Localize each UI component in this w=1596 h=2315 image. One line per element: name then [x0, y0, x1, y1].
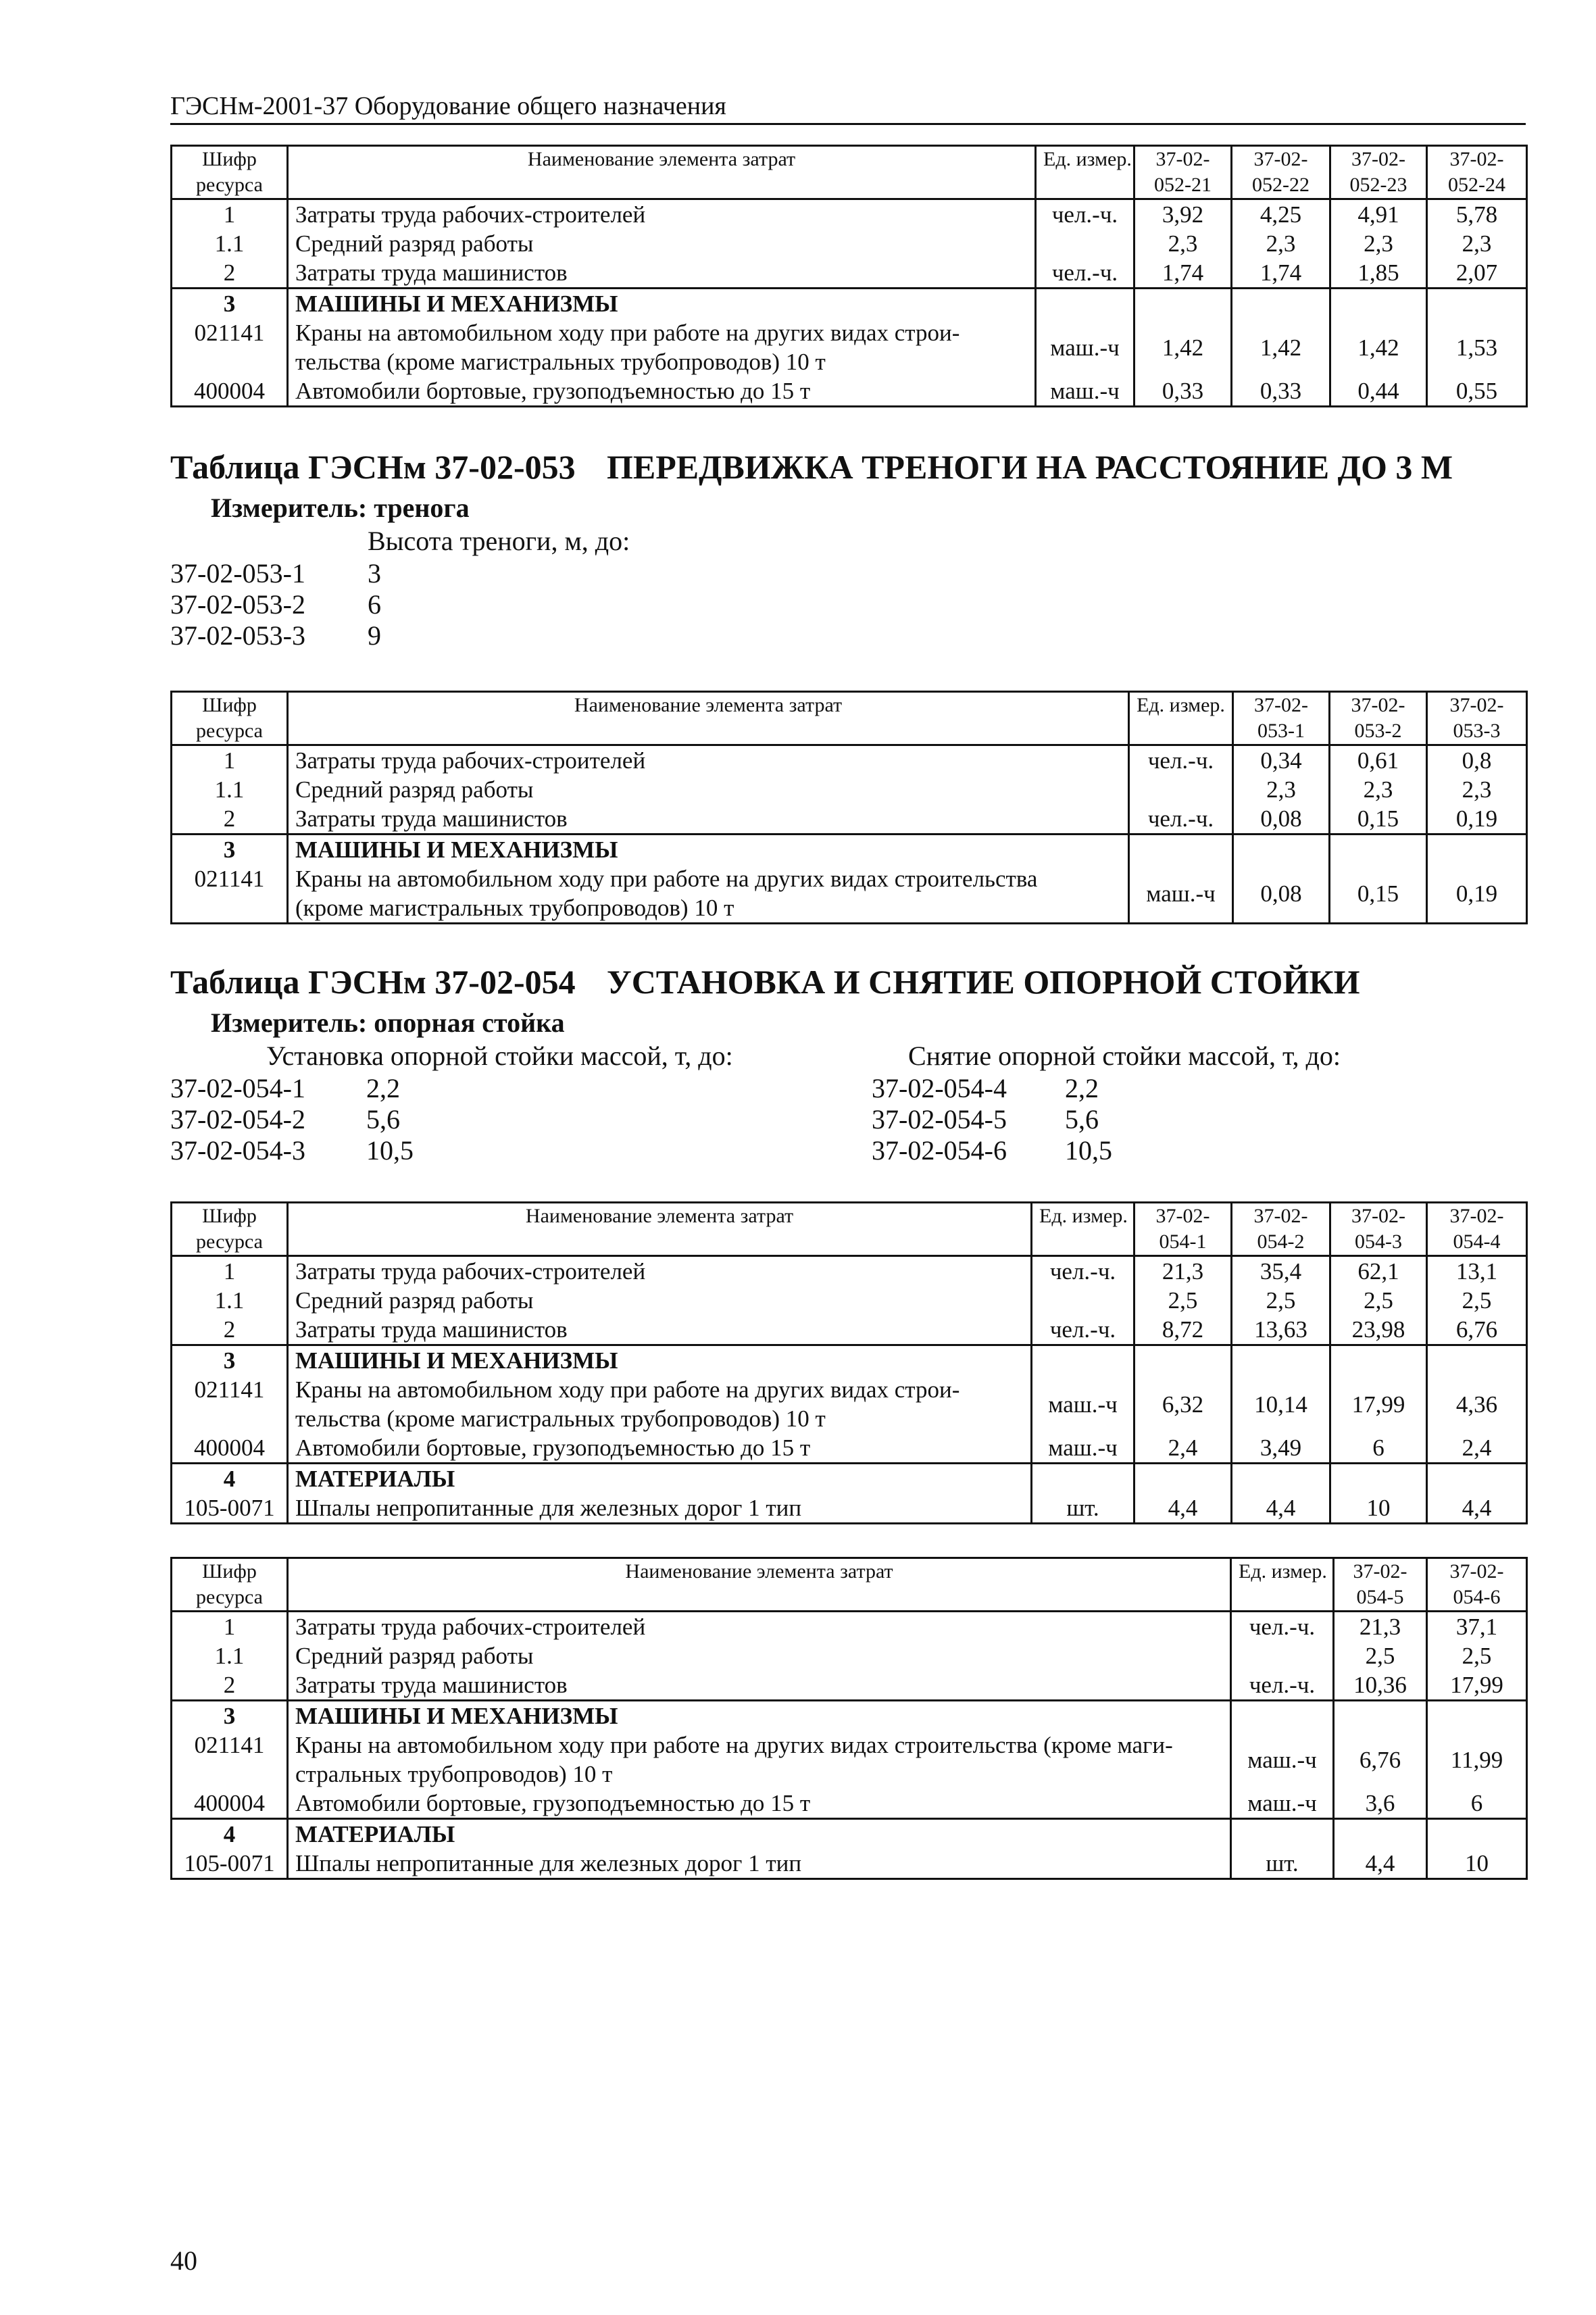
resource-code: 3 — [172, 1345, 288, 1376]
unit: чел.-ч. — [1129, 804, 1233, 835]
name-header: Наименование элемента затрат — [288, 1203, 1032, 1256]
parameter-value: 6 — [368, 589, 381, 620]
resource-code: 400004 — [172, 376, 288, 407]
value: 0,55 — [1427, 376, 1527, 407]
unit — [1129, 775, 1233, 804]
table-row — [172, 864, 1527, 924]
section-heading: МАШИНЫ И МЕХАНИЗМЫ — [288, 1701, 1231, 1731]
table-row — [172, 1433, 1527, 1464]
value: 2,3 — [1134, 229, 1232, 258]
value: 0,15 — [1330, 864, 1427, 924]
resource-code: 400004 — [172, 1789, 288, 1819]
value: 4,25 — [1232, 199, 1330, 230]
table-header-row — [172, 692, 1527, 745]
resource-code: 2 — [172, 258, 288, 289]
value: 13,1 — [1427, 1256, 1527, 1287]
cost-name: Затраты труда рабочих-строителей — [288, 1612, 1231, 1642]
value: 2,5 — [1232, 1286, 1330, 1315]
value: 6,32 — [1134, 1375, 1232, 1433]
norm-code-header: 37-02- 053-2 — [1330, 692, 1427, 745]
table-row — [172, 745, 1527, 776]
value: 10 — [1427, 1849, 1527, 1879]
cost-table-054-remove — [170, 1557, 1528, 1880]
unit: маш.-ч — [1231, 1789, 1334, 1819]
norm-code: 37-02-054-6 — [872, 1135, 1007, 1166]
unit: чел.-ч. — [1036, 258, 1134, 289]
value: 6,76 — [1427, 1315, 1527, 1345]
norm-code: 37-02-054-1 — [170, 1073, 305, 1103]
cost-name: Затраты труда рабочих-строителей — [288, 199, 1036, 230]
resource-code: 2 — [172, 1315, 288, 1345]
parameter-value: 2,2 — [1065, 1073, 1099, 1103]
cost-name: Затраты труда машинистов — [288, 258, 1036, 289]
norm-code: 37-02-054-5 — [872, 1104, 1007, 1135]
name-header: Наименование элемента затрат — [288, 1558, 1231, 1612]
value: 3,49 — [1232, 1433, 1330, 1464]
page-number: 40 — [170, 2245, 197, 2276]
table-row — [172, 1375, 1527, 1433]
value: 8,72 — [1134, 1315, 1232, 1345]
code-header: Шифр ресурса — [172, 146, 288, 199]
norm-code-header: 37-02- 052-23 — [1330, 146, 1427, 199]
unit-header: Ед. измер. — [1036, 146, 1134, 199]
value: 4,4 — [1134, 1493, 1232, 1524]
value: 2,4 — [1134, 1433, 1232, 1464]
norm-code-header: 37-02- 052-24 — [1427, 146, 1527, 199]
cost-name: Краны на автомобильном ходу при работе на других видах строительства (кроме маги- стральных трубопроводов) 10 т — [288, 1731, 1231, 1789]
cost-name: Автомобили бортовые, грузоподъемностью до 15 т — [288, 376, 1036, 407]
section-heading: МАТЕРИАЛЫ — [288, 1464, 1032, 1494]
resource-code: 021141 — [172, 864, 288, 924]
unit: маш.-ч — [1036, 318, 1134, 376]
value: 2,3 — [1330, 229, 1427, 258]
value: 62,1 — [1330, 1256, 1427, 1287]
value: 0,44 — [1330, 376, 1427, 407]
resource-code: 400004 — [172, 1433, 288, 1464]
cost-name: Автомобили бортовые, грузоподъемностью до 15 т — [288, 1789, 1231, 1819]
unit: чел.-ч. — [1036, 199, 1134, 230]
unit-header: Ед. измер. — [1231, 1558, 1334, 1612]
table-row — [172, 1256, 1527, 1287]
code-header: Шифр ресурса — [172, 1203, 288, 1256]
table-header-row — [172, 1558, 1527, 1612]
value: 17,99 — [1330, 1375, 1427, 1433]
cost-name: Шпалы непропитанные для железных дорог 1 тип — [288, 1849, 1231, 1879]
cost-name: Средний разряд работы — [288, 1286, 1032, 1315]
unit — [1036, 229, 1134, 258]
value: 2,3 — [1427, 775, 1527, 804]
norm-code-header: 37-02- 053-3 — [1427, 692, 1527, 745]
value: 4,4 — [1334, 1849, 1427, 1879]
section-row — [172, 1345, 1527, 1376]
value: 2,3 — [1232, 229, 1330, 258]
resource-code: 021141 — [172, 1731, 288, 1789]
value: 6,76 — [1334, 1731, 1427, 1789]
resource-code: 021141 — [172, 1375, 288, 1433]
unit: чел.-ч. — [1129, 745, 1233, 776]
norm-code: 37-02-053-3 — [170, 620, 305, 651]
table-title-053 — [170, 447, 1453, 487]
norm-code: 37-02-054-2 — [170, 1104, 305, 1135]
cost-name: Затраты труда рабочих-строителей — [288, 745, 1129, 776]
value: 21,3 — [1334, 1612, 1427, 1642]
unit: чел.-ч. — [1032, 1256, 1134, 1287]
section-row — [172, 835, 1527, 865]
value: 1,42 — [1232, 318, 1330, 376]
value: 2,5 — [1427, 1286, 1527, 1315]
parameter-value: 2,2 — [366, 1073, 400, 1103]
value: 4,4 — [1232, 1493, 1330, 1524]
norm-code: 37-02-053-1 — [170, 558, 305, 589]
value: 0,08 — [1233, 864, 1330, 924]
cost-table-052 — [170, 145, 1528, 407]
cost-name: Затраты труда машинистов — [288, 1315, 1032, 1345]
table-row — [172, 775, 1527, 804]
value: 2,4 — [1427, 1433, 1527, 1464]
value: 1,42 — [1330, 318, 1427, 376]
resource-code: 1.1 — [172, 229, 288, 258]
code-header: Шифр ресурса — [172, 692, 288, 745]
parameter-value: 10,5 — [1065, 1135, 1112, 1166]
unit: маш.-ч — [1032, 1433, 1134, 1464]
unit: чел.-ч. — [1032, 1315, 1134, 1345]
value: 2,3 — [1330, 775, 1427, 804]
value: 2,5 — [1427, 1641, 1527, 1670]
value: 0,19 — [1427, 864, 1527, 924]
measure-unit: Измеритель: опорная стойка — [211, 1007, 565, 1038]
value: 0,34 — [1233, 745, 1330, 776]
parameter-heading: Установка опорной стойки массой, т, до: — [266, 1041, 733, 1071]
resource-code: 3 — [172, 1701, 288, 1731]
unit — [1231, 1641, 1334, 1670]
table-row — [172, 1789, 1527, 1819]
value: 0,08 — [1233, 804, 1330, 835]
norm-code: 37-02-053-2 — [170, 589, 305, 620]
resource-code: 1 — [172, 199, 288, 230]
value: 0,61 — [1330, 745, 1427, 776]
value: 6 — [1427, 1789, 1527, 1819]
table-header-row — [172, 146, 1527, 199]
value: 3,6 — [1334, 1789, 1427, 1819]
table-header-row — [172, 1203, 1527, 1256]
table-title-054 — [170, 962, 1360, 1001]
value: 5,78 — [1427, 199, 1527, 230]
resource-code: 1.1 — [172, 775, 288, 804]
value: 1,42 — [1134, 318, 1232, 376]
parameter-heading: Снятие опорной стойки массой, т, до: — [908, 1041, 1341, 1071]
section-row — [172, 1464, 1527, 1494]
value: 6 — [1330, 1433, 1427, 1464]
resource-code: 1 — [172, 1256, 288, 1287]
unit: шт. — [1231, 1849, 1334, 1879]
cost-table-054-install — [170, 1201, 1528, 1524]
resource-code: 4 — [172, 1464, 288, 1494]
norm-code-header: 37-02- 052-21 — [1134, 146, 1232, 199]
parameter-value: 3 — [368, 558, 381, 589]
cost-name: Краны на автомобильном ходу при работе на других видах строи- тельства (кроме магистральных трубопроводов) 10 т — [288, 318, 1036, 376]
value: 21,3 — [1134, 1256, 1232, 1287]
resource-code: 3 — [172, 835, 288, 865]
value: 0,33 — [1232, 376, 1330, 407]
unit-header: Ед. измер. — [1129, 692, 1233, 745]
value: 0,8 — [1427, 745, 1527, 776]
norm-code-header: 37-02- 054-4 — [1427, 1203, 1527, 1256]
table-row — [172, 1493, 1527, 1524]
norm-code-header: 37-02- 054-3 — [1330, 1203, 1427, 1256]
table-number: Таблица ГЭСНм 37-02-054 — [170, 963, 576, 1001]
value: 3,92 — [1134, 199, 1232, 230]
section-heading: МАШИНЫ И МЕХАНИЗМЫ — [288, 289, 1036, 319]
value: 2,5 — [1334, 1641, 1427, 1670]
unit: маш.-ч — [1129, 864, 1233, 924]
value: 4,4 — [1427, 1493, 1527, 1524]
table-number: Таблица ГЭСНм 37-02-053 — [170, 448, 576, 486]
unit: шт. — [1032, 1493, 1134, 1524]
cost-name: Шпалы непропитанные для железных дорог 1 тип — [288, 1493, 1032, 1524]
unit-header: Ед. измер. — [1032, 1203, 1134, 1256]
value: 10,14 — [1232, 1375, 1330, 1433]
cost-name: Затраты труда машинистов — [288, 804, 1129, 835]
norm-code-header: 37-02- 052-22 — [1232, 146, 1330, 199]
resource-code: 021141 — [172, 318, 288, 376]
section-heading: МАТЕРИАЛЫ — [288, 1819, 1231, 1849]
cost-name: Затраты труда рабочих-строителей — [288, 1256, 1032, 1287]
resource-code: 2 — [172, 1670, 288, 1701]
value: 0,33 — [1134, 376, 1232, 407]
cost-name: Автомобили бортовые, грузоподъемностью до 15 т — [288, 1433, 1032, 1464]
parameter-value: 5,6 — [366, 1104, 400, 1135]
value: 2,5 — [1134, 1286, 1232, 1315]
norm-code: 37-02-054-4 — [872, 1073, 1007, 1103]
resource-code: 1.1 — [172, 1641, 288, 1670]
table-caption: ПЕРЕДВИЖКА ТРЕНОГИ НА РАССТОЯНИЕ ДО 3 М — [607, 448, 1453, 486]
resource-code: 105-0071 — [172, 1849, 288, 1879]
unit: маш.-ч — [1231, 1731, 1334, 1789]
table-row — [172, 1731, 1527, 1789]
table-row — [172, 199, 1527, 230]
resource-code: 3 — [172, 289, 288, 319]
value: 1,74 — [1232, 258, 1330, 289]
value: 4,91 — [1330, 199, 1427, 230]
section-row — [172, 1701, 1527, 1731]
section-row — [172, 1819, 1527, 1849]
resource-code: 4 — [172, 1819, 288, 1849]
name-header: Наименование элемента затрат — [288, 692, 1129, 745]
table-row — [172, 258, 1527, 289]
table-row — [172, 318, 1527, 376]
cost-name: Краны на автомобильном ходу при работе на других видах строительства (кроме магистральных трубопроводов) 10 т — [288, 864, 1129, 924]
cost-name: Средний разряд работы — [288, 775, 1129, 804]
norm-code-header: 37-02- 054-2 — [1232, 1203, 1330, 1256]
measure-unit: Измеритель: тренога — [211, 493, 470, 523]
parameter-value: 10,5 — [366, 1135, 414, 1166]
unit: маш.-ч — [1036, 376, 1134, 407]
resource-code: 1.1 — [172, 1286, 288, 1315]
value: 2,5 — [1330, 1286, 1427, 1315]
value: 10 — [1330, 1493, 1427, 1524]
value: 11,99 — [1427, 1731, 1527, 1789]
cost-name: Средний разряд работы — [288, 1641, 1231, 1670]
table-row — [172, 1641, 1527, 1670]
table-row — [172, 1670, 1527, 1701]
value: 0,19 — [1427, 804, 1527, 835]
table-row — [172, 1286, 1527, 1315]
table-row — [172, 1612, 1527, 1642]
cost-table-053 — [170, 691, 1528, 924]
section-heading: МАШИНЫ И МЕХАНИЗМЫ — [288, 1345, 1032, 1376]
parameter-value: 9 — [368, 620, 381, 651]
parameter-heading: Высота треноги, м, до: — [368, 526, 630, 556]
norm-code-header: 37-02- 054-1 — [1134, 1203, 1232, 1256]
value: 1,74 — [1134, 258, 1232, 289]
value: 10,36 — [1334, 1670, 1427, 1701]
section-row — [172, 289, 1527, 319]
value: 4,36 — [1427, 1375, 1527, 1433]
norm-code-header: 37-02- 054-5 — [1334, 1558, 1427, 1612]
cost-name: Краны на автомобильном ходу при работе на других видах строи- тельства (кроме магистральных трубопроводов) 10 т — [288, 1375, 1032, 1433]
value: 1,53 — [1427, 318, 1527, 376]
value: 37,1 — [1427, 1612, 1527, 1642]
resource-code: 105-0071 — [172, 1493, 288, 1524]
resource-code: 1 — [172, 745, 288, 776]
page-header: ГЭСНм-2001-37 Оборудование общего назначения — [170, 89, 1526, 125]
name-header: Наименование элемента затрат — [288, 146, 1036, 199]
cost-name: Средний разряд работы — [288, 229, 1036, 258]
value: 2,07 — [1427, 258, 1527, 289]
table-row — [172, 1315, 1527, 1345]
table-caption: УСТАНОВКА И СНЯТИЕ ОПОРНОЙ СТОЙКИ — [607, 963, 1360, 1001]
value: 13,63 — [1232, 1315, 1330, 1345]
unit: маш.-ч — [1032, 1375, 1134, 1433]
unit: чел.-ч. — [1231, 1670, 1334, 1701]
table-row — [172, 229, 1527, 258]
section-heading: МАШИНЫ И МЕХАНИЗМЫ — [288, 835, 1129, 865]
value: 1,85 — [1330, 258, 1427, 289]
table-row — [172, 1849, 1527, 1879]
norm-code-header: 37-02- 053-1 — [1233, 692, 1330, 745]
code-header: Шифр ресурса — [172, 1558, 288, 1612]
resource-code: 1 — [172, 1612, 288, 1642]
value: 0,15 — [1330, 804, 1427, 835]
parameter-value: 5,6 — [1065, 1104, 1099, 1135]
value: 35,4 — [1232, 1256, 1330, 1287]
unit: чел.-ч. — [1231, 1612, 1334, 1642]
value: 23,98 — [1330, 1315, 1427, 1345]
value: 2,3 — [1427, 229, 1527, 258]
cost-name: Затраты труда машинистов — [288, 1670, 1231, 1701]
resource-code: 2 — [172, 804, 288, 835]
value: 17,99 — [1427, 1670, 1527, 1701]
value: 2,3 — [1233, 775, 1330, 804]
table-row — [172, 804, 1527, 835]
norm-code: 37-02-054-3 — [170, 1135, 305, 1166]
table-row — [172, 376, 1527, 407]
unit — [1032, 1286, 1134, 1315]
norm-code-header: 37-02- 054-6 — [1427, 1558, 1527, 1612]
